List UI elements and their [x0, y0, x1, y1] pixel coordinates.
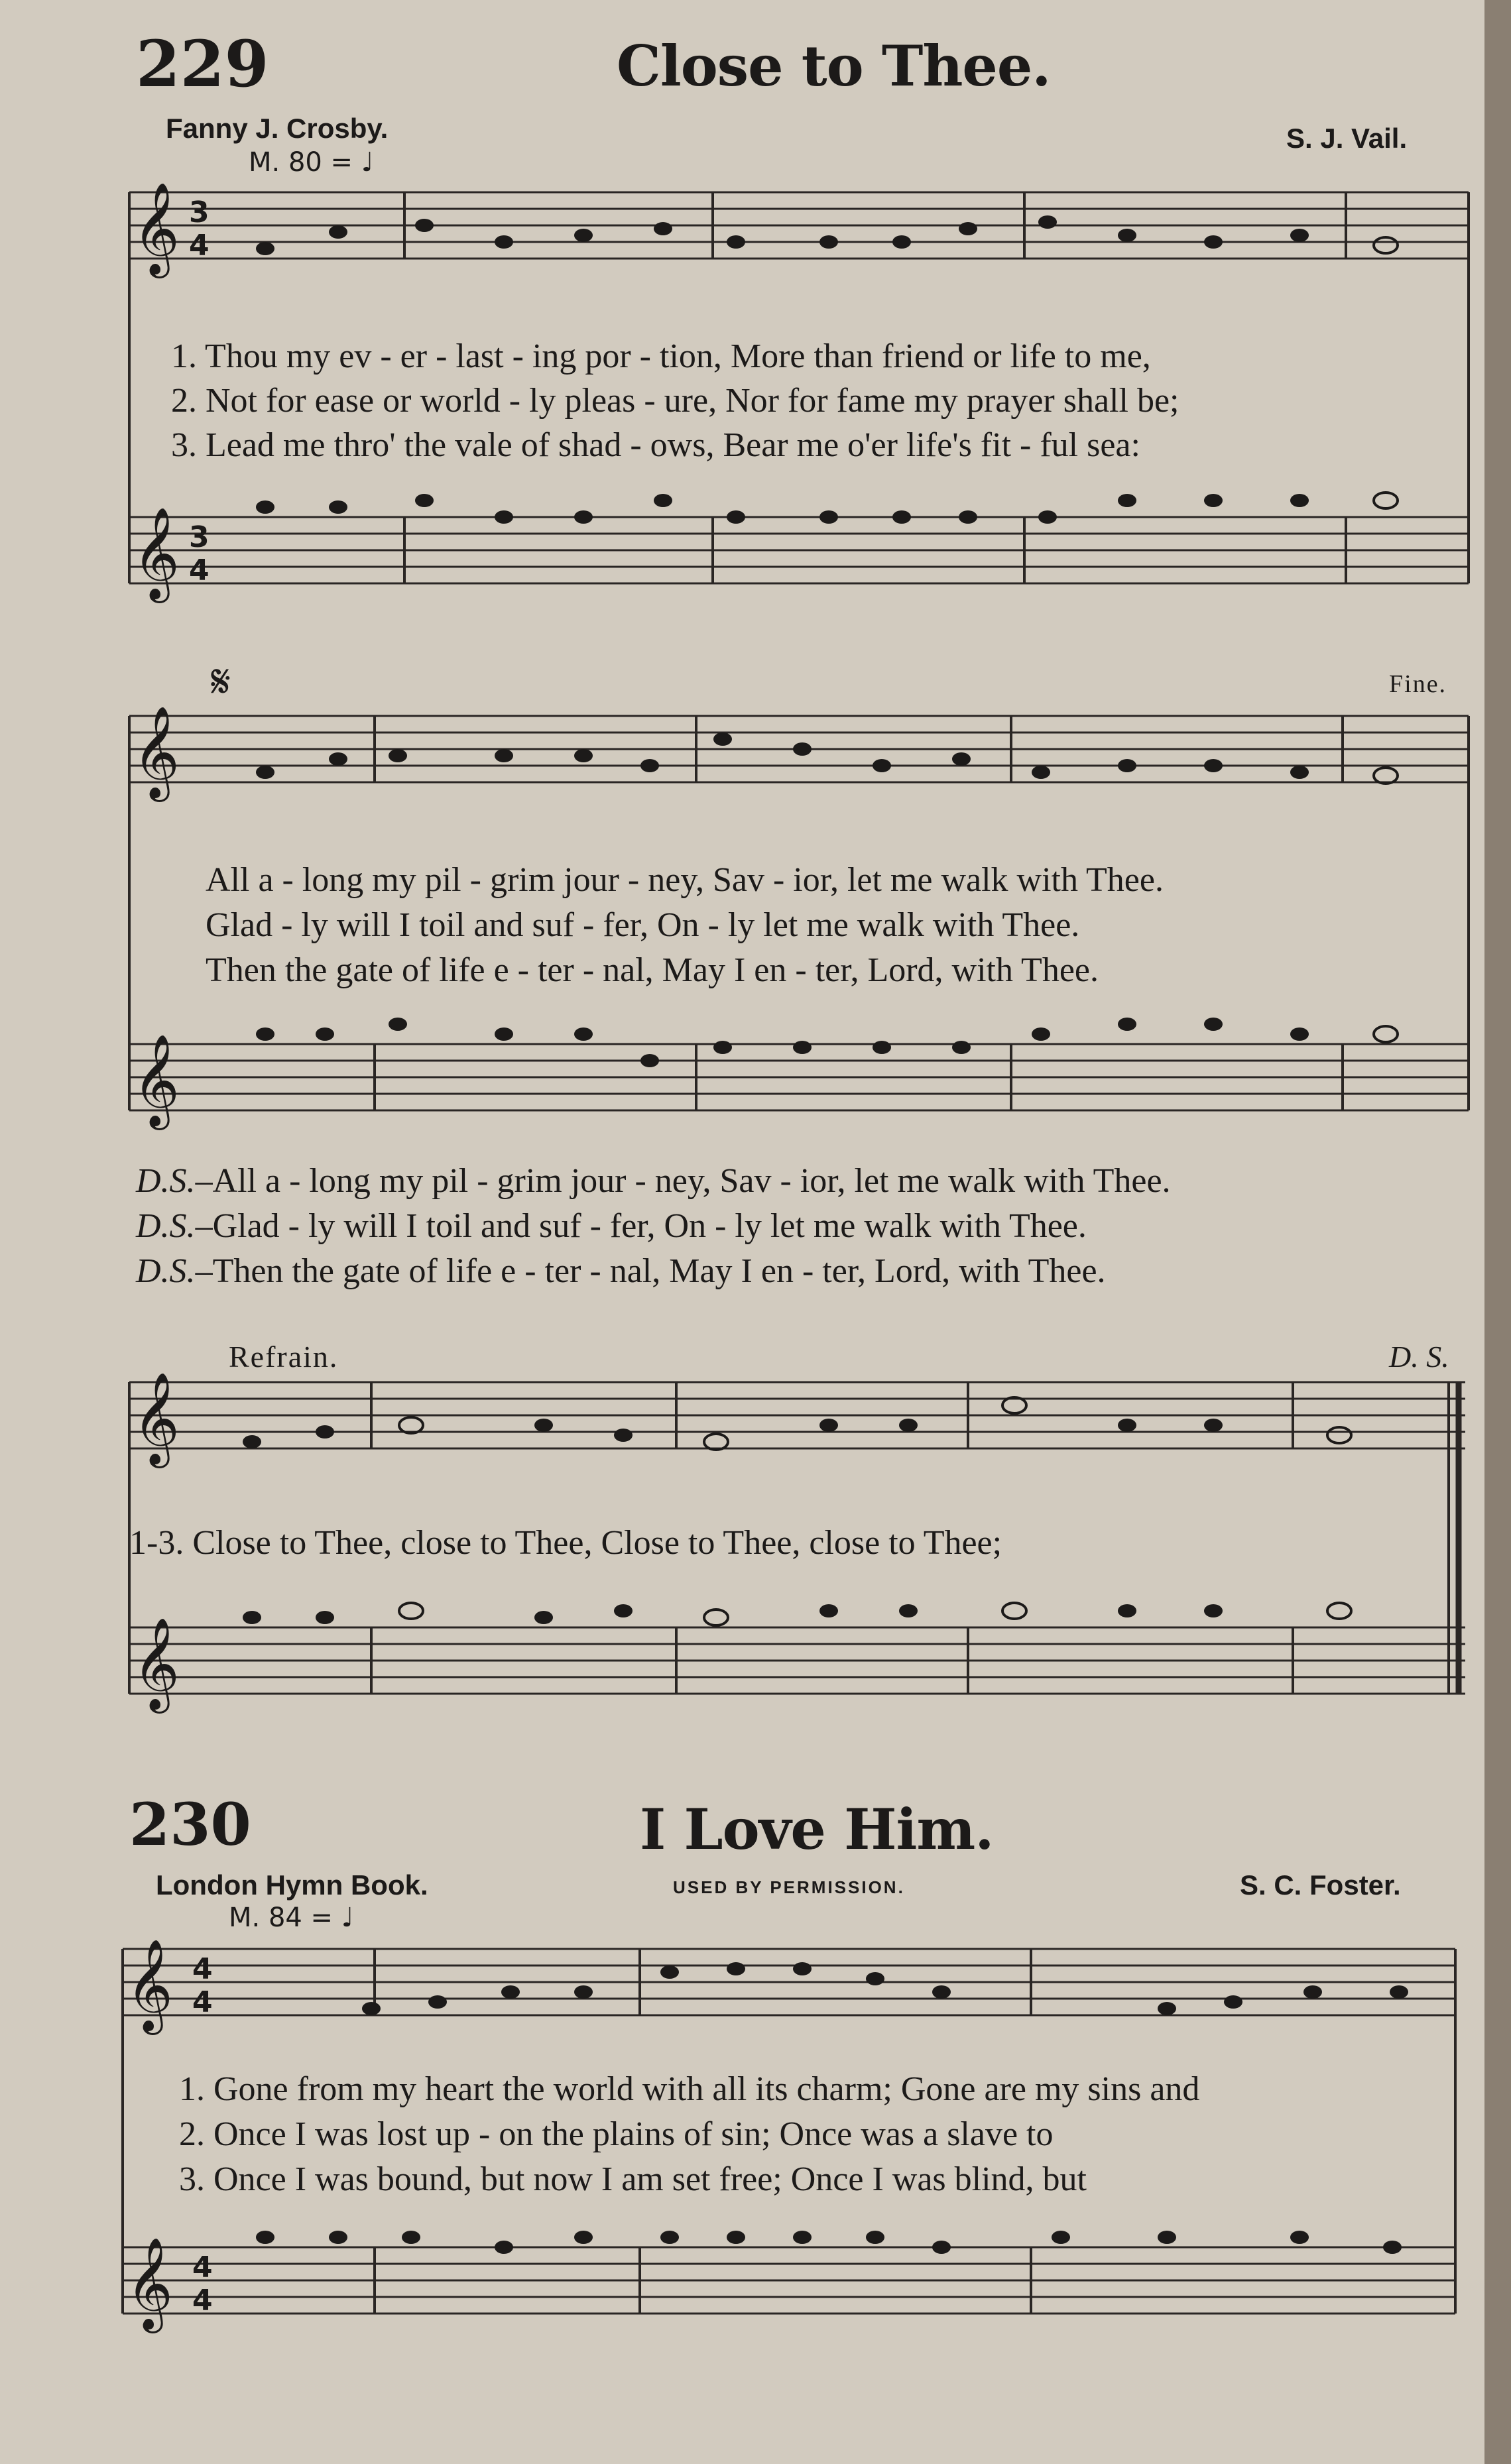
continuation-line-2: Glad - ly will I toil and suf - fer, On - ly let me walk with Thee.: [206, 906, 1080, 944]
treble-staff-1: [129, 192, 1469, 259]
bass-staff-4: [123, 2247, 1455, 2314]
continuation-line-3: Then the gate of life e - ter - nal, May I en - ter, Lord, with Thee.: [206, 951, 1099, 989]
svg-text:4: 4: [189, 229, 210, 263]
hymn-composer-230: S. C. Foster.: [1240, 1869, 1401, 1901]
svg-text:4: 4: [192, 2284, 213, 2317]
hymn-author-230: London Hymn Book.: [156, 1869, 428, 1901]
refrain-label: Refrain.: [229, 1340, 339, 1374]
svg-text:𝄞: 𝄞: [126, 2237, 173, 2329]
ds-marking: D. S.: [1389, 1340, 1449, 1374]
treble-staff-4: [123, 1949, 1455, 2015]
treble-staff-3: [129, 1382, 1465, 1448]
tempo-marking-230: M. 84 = ♩: [229, 1903, 354, 1933]
verse-line-3: 3. Lead me thro' the vale of shad - ows, Bear me o'er life's fit - ful sea:: [171, 426, 1140, 464]
tempo-marking: M. 80 = ♩: [249, 147, 374, 178]
svg-text:𝄞: 𝄞: [133, 706, 180, 798]
ds-line-2: D.S.–Glad - ly will I toil and suf - fer, On - ly let me walk with Thee.: [136, 1207, 1087, 1245]
svg-text:3: 3: [189, 196, 210, 229]
svg-text:4: 4: [192, 2251, 213, 2284]
bass-staff-3: [129, 1627, 1465, 1694]
hymn-title: Close to Thee.: [617, 33, 1051, 99]
hymn-number: 229: [136, 27, 269, 101]
verse230-line-2: 2. Once I was lost up - on the plains of sin; Once was a slave to: [179, 2115, 1054, 2153]
svg-text:𝄞: 𝄞: [126, 1939, 173, 2031]
hymn-composer: S. J. Vail.: [1286, 123, 1408, 154]
hymn-number-230: 230: [129, 1790, 251, 1859]
svg-text:4: 4: [192, 1952, 213, 1986]
fine-marking: Fine.: [1389, 670, 1447, 698]
svg-text:3: 3: [189, 520, 210, 554]
svg-text:𝄞: 𝄞: [133, 1034, 180, 1126]
hymn-author: Fanny J. Crosby.: [166, 113, 389, 144]
svg-text:𝄞: 𝄞: [133, 1617, 180, 1710]
refrain-text: 1-3. Close to Thee, close to Thee, Close to Thee, close to Thee;: [129, 1524, 1002, 1562]
bass-staff-1: [129, 517, 1469, 583]
svg-text:𝄞: 𝄞: [133, 507, 180, 599]
bass-staff-2: [129, 1044, 1469, 1110]
ds-line-1: D.S.–All a - long my pil - grim jour - ney, Sav - ior, let me walk with Thee.: [136, 1162, 1171, 1200]
permission-note: USED BY PERMISSION.: [673, 1877, 905, 1897]
segno-sign: 𝄋: [211, 657, 231, 708]
svg-text:4: 4: [192, 1985, 213, 2019]
continuation-line-1: All a - long my pil - grim jour - ney, Sav - ior, let me walk with Thee.: [206, 861, 1164, 899]
svg-text:𝄞: 𝄞: [133, 1372, 180, 1464]
svg-text:4: 4: [189, 554, 210, 587]
verse230-line-1: 1. Gone from my heart the world with all its charm; Gone are my sins and: [179, 2070, 1200, 2108]
svg-text:𝄞: 𝄞: [133, 182, 180, 274]
page-edge-shadow: [1484, 0, 1511, 2464]
verse-line-2: 2. Not for ease or world - ly pleas - ure, Nor for fame my prayer shall be;: [171, 382, 1179, 420]
hymn-title-230: I Love Him.: [640, 1796, 994, 1862]
verse230-line-3: 3. Once I was bound, but now I am set free; Once I was blind, but: [179, 2160, 1087, 2198]
verse-line-1: 1. Thou my ev - er - last - ing por - tion, More than friend or life to me,: [171, 337, 1151, 375]
ds-line-3: D.S.–Then the gate of life e - ter - nal, May I en - ter, Lord, with Thee.: [136, 1252, 1106, 1290]
